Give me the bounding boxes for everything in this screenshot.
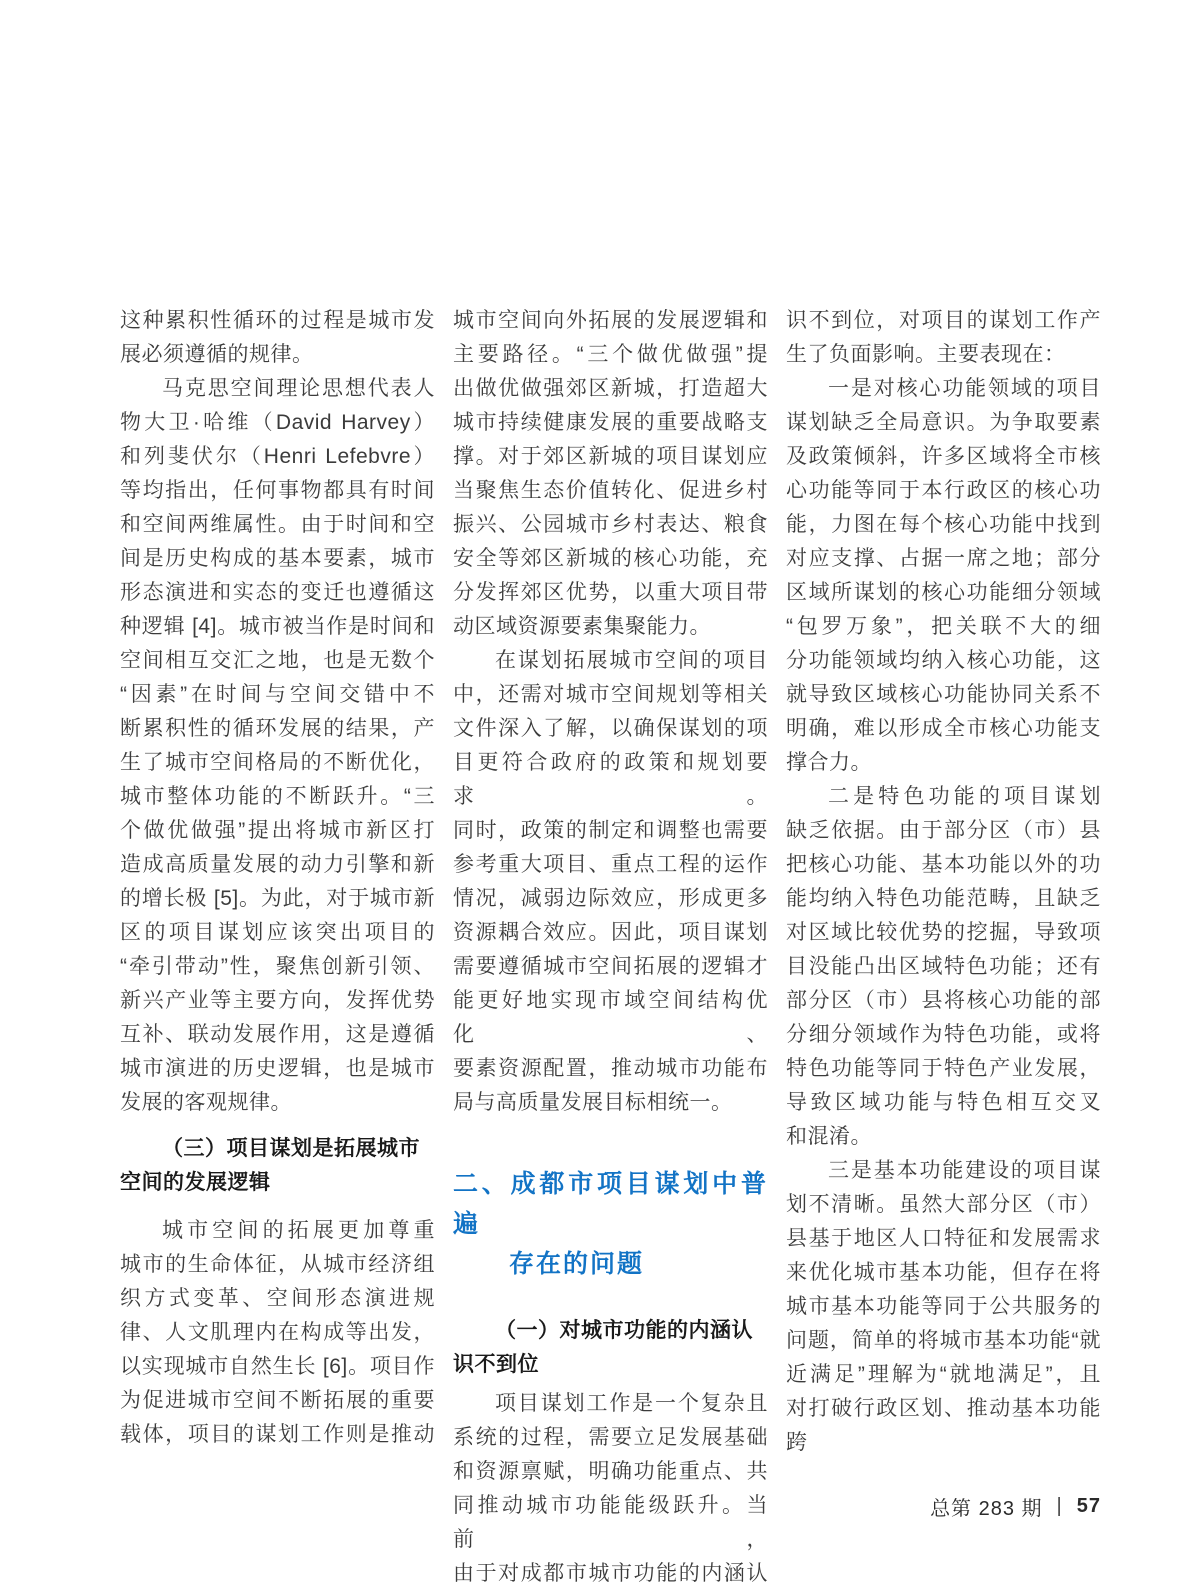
text-line: 项目谋划工作是一个复杂且 — [495, 1392, 768, 1415]
text-line: 对打破行政区划、推动基本功能跨 — [786, 1397, 1101, 1454]
text-line: 由于对成都市城市功能的内涵认 — [453, 1562, 768, 1585]
text-line: 出做优做强郊区新城，打造超大 — [453, 377, 768, 400]
text-line: 就导致区域核心功能协同关系不 — [786, 683, 1101, 706]
text-line: 当聚焦生态价值转化、促进乡村 — [453, 479, 768, 502]
text-line: 划不清晰。虽然大部分区（市） — [786, 1193, 1101, 1216]
text-line: 谋划缺乏全局意识。为争取要素 — [786, 411, 1101, 434]
text-line: 三是基本功能建设的项目谋 — [828, 1159, 1101, 1182]
page-number: 57 — [1076, 1495, 1101, 1517]
text-line: 来优化城市基本功能，但存在将 — [786, 1261, 1101, 1284]
text-line: 中，还需对城市空间规划等相关 — [453, 683, 768, 706]
text-line: 同推动城市功能能级跃升。当前， — [453, 1494, 768, 1551]
text-line: 县基于地区人口特征和发展需求 — [786, 1227, 1101, 1250]
text-line: 能更好地实现市域空间结构优化、 — [453, 989, 768, 1046]
text-line: 城市演进的历史逻辑，也是城市 — [120, 1057, 435, 1080]
text-line: 资源耦合效应。因此，项目谋划 — [453, 921, 768, 944]
text-line: 城市基本功能等同于公共服务的 — [786, 1295, 1101, 1318]
text-line: 生了负面影响。主要表现在： — [786, 343, 1066, 366]
text-line: 和空间两维属性。由于时间和空 — [120, 513, 435, 536]
text-line: 撑。对于郊区新城的项目谋划应 — [453, 445, 768, 468]
article-columns — [120, 304, 1101, 1591]
text-line: 目更符合政府的政策和规划要求。 — [453, 751, 768, 808]
text-line: 导致区域功能与特色相互交叉 — [786, 1091, 1101, 1114]
text-line: “因素”在时间与空间交错中不 — [120, 683, 435, 706]
text-line: 参考重大项目、重点工程的运作 — [453, 853, 768, 876]
text-line: 能，力图在每个核心功能中找到 — [786, 513, 1101, 536]
text-line: 部分区（市）县将核心功能的部 — [786, 989, 1101, 1012]
text-line: 个做优做强”提出将城市新区打 — [120, 819, 435, 842]
text-line: 空间相互交汇之地，也是无数个 — [120, 649, 435, 672]
topic-badge — [1000, 0, 1200, 200]
text-line: 为促进城市空间不断拓展的重要 — [120, 1389, 435, 1412]
text-line: 的增长极 [5]。为此，对于城市新 — [120, 887, 435, 910]
text-line: 新兴产业等主要方向，发挥优势 — [120, 989, 435, 1012]
text-line: 安全等郊区新城的核心功能，充 — [453, 547, 768, 570]
text-line: 一是对核心功能领域的项目 — [828, 377, 1101, 400]
text-line: 对区域比较优势的挖掘，导致项 — [786, 921, 1101, 944]
text-line: 近满足”理解为“就地满足”，且 — [786, 1363, 1101, 1386]
text-line: 和资源禀赋，明确功能重点、共 — [453, 1460, 768, 1483]
text-line: 局与高质量发展目标相统一。 — [453, 1091, 733, 1114]
text-line: 二是特色功能的项目谋划 — [828, 785, 1101, 808]
text-line: 分功能领域均纳入核心功能，这 — [786, 649, 1101, 672]
text-column-3 — [786, 304, 1101, 1591]
issue-label: 总第 283 期 — [930, 1498, 1043, 1520]
text-line: 特色功能等同于特色产业发展， — [786, 1057, 1101, 1080]
text-line: 马克思空间理论思想代表人 — [162, 377, 435, 400]
text-line: 分发挥郊区优势，以重大项目带 — [453, 581, 768, 604]
text-line: 造成高质量发展的动力引擎和新 — [120, 853, 435, 876]
footer-separator: | — [1056, 1495, 1063, 1517]
text-line: 这种累积性循环的过程是城市发 — [120, 309, 435, 332]
text-line: 区域所谋划的核心功能细分领域 — [786, 581, 1101, 604]
text-line: 需要遵循城市空间拓展的逻辑才 — [453, 955, 768, 978]
text-line: 以实现城市自然生长 [6]。项目作 — [120, 1355, 435, 1378]
page-footer — [930, 1492, 1101, 1521]
text-line: 撑合力。 — [786, 751, 872, 774]
text-line: 存在的问题 — [509, 1250, 645, 1278]
text-line: 和混淆。 — [786, 1125, 872, 1148]
text-line: 问题，简单的将城市基本功能“就 — [786, 1329, 1101, 1352]
text-line: （三）项目谋划是拓展城市 — [162, 1137, 420, 1160]
text-line: 同时，政策的制定和调整也需要 — [453, 819, 768, 842]
text-line: 断累积性的循环发展的结果，产 — [120, 717, 435, 740]
text-line: （一）对城市功能的内涵认 — [495, 1319, 753, 1342]
text-line: 物大卫·哈维（David Harvey） — [120, 411, 435, 434]
text-line: 展必须遵循的规律。 — [120, 343, 314, 366]
text-line: 对应支撑、占据一席之地；部分 — [786, 547, 1101, 570]
text-line: 系统的过程，需要立足发展基础 — [453, 1426, 768, 1449]
text-column-2 — [453, 304, 768, 1591]
text-line: 种逻辑 [4]。城市被当作是时间和 — [120, 615, 435, 638]
text-line: 识不到位，对项目的谋划工作产 — [786, 309, 1101, 332]
text-line: 等均指出，任何事物都具有时间 — [120, 479, 435, 502]
text-line: 分细分领域作为特色功能，或将 — [786, 1023, 1101, 1046]
text-line: 城市空间的拓展更加尊重 — [162, 1219, 435, 1242]
text-line: 城市整体功能的不断跃升。“三 — [120, 785, 435, 808]
text-line: 形态演进和实态的变迁也遵循这 — [120, 581, 435, 604]
text-line: 织方式变革、空间形态演进规 — [120, 1287, 435, 1310]
text-line: 城市持续健康发展的重要战略支 — [453, 411, 768, 434]
text-line: “牵引带动”性，聚焦创新引领、 — [120, 955, 435, 978]
text-line: 主要路径。“三个做优做强”提 — [453, 343, 768, 366]
text-line: 律、人文肌理内在构成等出发， — [120, 1321, 435, 1344]
text-line: 目没能凸出区域特色功能；还有 — [786, 955, 1101, 978]
text-line: 及政策倾斜，许多区域将全市核 — [786, 445, 1101, 468]
text-line: 城市的生命体征，从城市经济组 — [120, 1253, 435, 1276]
text-line: 城市空间向外拓展的发展逻辑和 — [453, 309, 768, 332]
text-line: 明确，难以形成全市核心功能支 — [786, 717, 1101, 740]
text-line: 生了城市空间格局的不断优化， — [120, 751, 435, 774]
text-line: 动区域资源要素集聚能力。 — [453, 615, 711, 638]
text-line: 间是历史构成的基本要素，城市 — [120, 547, 435, 570]
text-line: 互补、联动发展作用，这是遵循 — [120, 1023, 435, 1046]
text-line: 能均纳入特色功能范畴，且缺乏 — [786, 887, 1101, 910]
text-line: 空间的发展逻辑 — [120, 1171, 271, 1194]
text-line: 发展的客观规律。 — [120, 1091, 292, 1114]
text-line: 载体，项目的谋划工作则是推动 — [120, 1423, 435, 1446]
text-line: 心功能等同于本行政区的核心功 — [786, 479, 1101, 502]
text-line: 二、成都市项目谋划中普遍 — [453, 1170, 768, 1238]
text-line: 和列斐伏尔（Henri Lefebvre） — [120, 445, 435, 468]
text-line: “包罗万象”，把关联不大的细 — [786, 615, 1101, 638]
text-line: 情况，减弱边际效应，形成更多 — [453, 887, 768, 910]
text-column-1 — [120, 304, 435, 1591]
text-line: 区的项目谋划应该突出项目的 — [120, 921, 435, 944]
text-line: 振兴、公园城市乡村表达、粮食 — [453, 513, 768, 536]
text-line: 把核心功能、基本功能以外的功 — [786, 853, 1101, 876]
text-line: 在谋划拓展城市空间的项目 — [495, 649, 768, 672]
text-line: 要素资源配置，推动城市功能布 — [453, 1057, 768, 1080]
text-line: 缺乏依据。由于部分区（市）县 — [786, 819, 1101, 842]
text-line: 识不到位 — [453, 1353, 539, 1376]
text-line: 文件深入了解，以确保谋划的项 — [453, 717, 768, 740]
